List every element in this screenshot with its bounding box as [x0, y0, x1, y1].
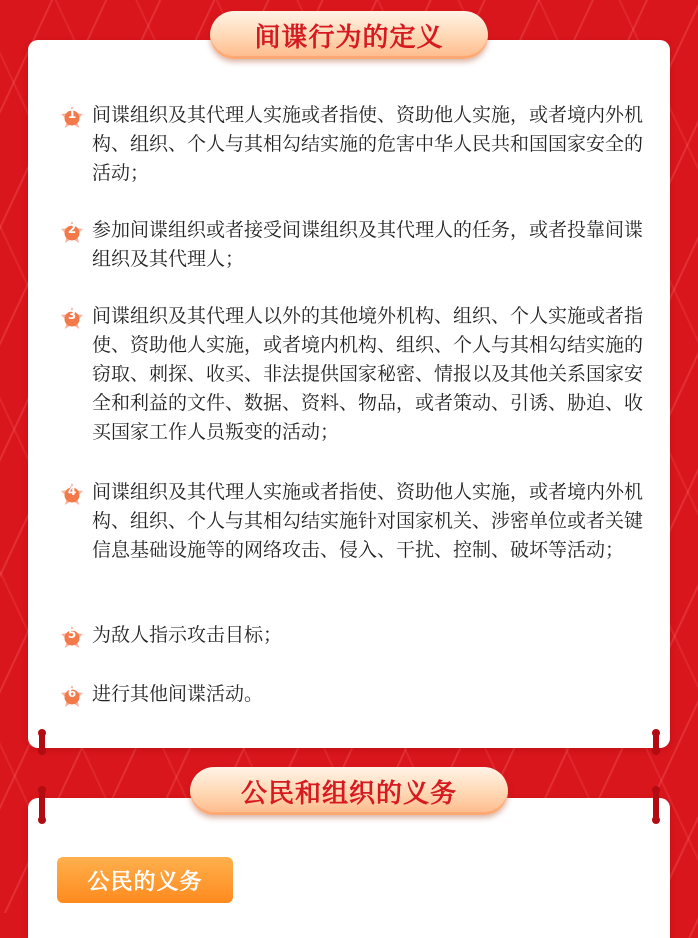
- number-badge-1: [60, 105, 84, 129]
- number-badge-label: 6: [67, 686, 77, 700]
- number-badge-4: [60, 482, 84, 506]
- number-badge-label: 2: [67, 222, 77, 236]
- definition-item-1: 间谍组织及其代理人实施或者指使、资助他人实施，或者境内外机构、组织、个人与其相勾结实施的危害中华人民共和国国家安全的活动；: [92, 104, 644, 184]
- number-badge-3: [60, 306, 84, 330]
- pin-right-2: [653, 790, 659, 820]
- number-badge-label: 4: [67, 484, 77, 498]
- number-badge-2: [60, 220, 84, 244]
- number-badge-6: [60, 684, 84, 708]
- definition-item-5: 为敌人指示攻击目标；: [92, 624, 283, 646]
- pin-left-2: [39, 790, 45, 820]
- section-title-definition: 间谍行为的定义: [210, 11, 488, 59]
- definition-item-2: 参加间谍组织或者接受间谍组织及其代理人的任务，或者投靠间谍组织及其代理人；: [92, 219, 644, 270]
- number-badge-label: 3: [67, 308, 77, 322]
- definition-item-3: 间谍组织及其代理人以外的其他境外机构、组织、个人实施或者指使、资助他人实施，或者境内机构、组织、个人与其相勾结实施的窃取、刺探、收买、非法提供国家秘密、情报以及其他关系国家安全和利益的文件、数据、资料、物品，或者策动、引诱、胁迫、收买国家工作人员叛变的活动；: [92, 305, 644, 443]
- number-badge-5: [60, 625, 84, 649]
- subheading-citizen-obligations: 公民的义务: [57, 857, 233, 903]
- pin-right: [653, 733, 659, 751]
- definition-item-6: 进行其他间谍活动。: [92, 683, 264, 705]
- section-title-obligations: 公民和组织的义务: [190, 767, 508, 815]
- pin-left: [39, 733, 45, 751]
- number-badge-label: 5: [67, 627, 77, 641]
- number-badge-label: 1: [67, 107, 77, 121]
- definition-item-4: 间谍组织及其代理人实施或者指使、资助他人实施，或者境内外机构、组织、个人与其相勾结实施针对国家机关、涉密单位或者关键信息基础设施等的网络攻击、侵入、干扰、控制、破坏等活动；: [92, 481, 644, 561]
